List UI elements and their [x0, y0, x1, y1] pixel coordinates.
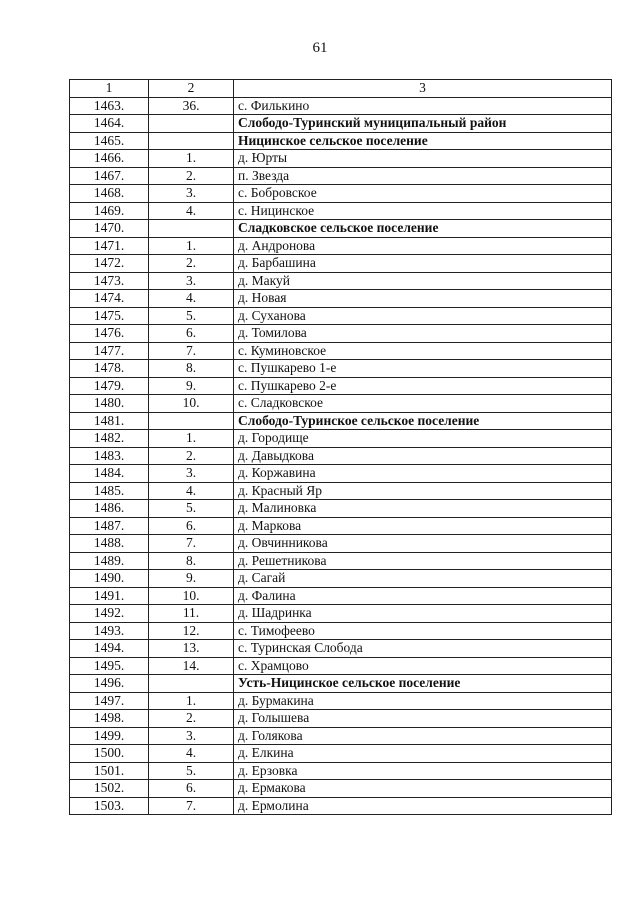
row-number-cell: 1480. [70, 395, 149, 413]
table-row [70, 745, 612, 763]
table-row [70, 237, 612, 255]
sub-number-cell: 2. [149, 167, 234, 185]
row-number-cell: 1484. [70, 465, 149, 483]
table-row [70, 692, 612, 710]
row-number-cell: 1465. [70, 132, 149, 150]
sub-number-cell: 13. [149, 640, 234, 658]
settlement-name-cell: д. Ермакова [234, 780, 612, 798]
table-row [70, 605, 612, 623]
row-number-cell: 1482. [70, 430, 149, 448]
row-number-cell: 1472. [70, 255, 149, 273]
row-number-cell: 1499. [70, 727, 149, 745]
settlement-name-cell: с. Храмцово [234, 657, 612, 675]
settlement-name-cell: д. Городище [234, 430, 612, 448]
table-row [70, 622, 612, 640]
settlement-name-cell: д. Макуй [234, 272, 612, 290]
settlement-name-cell: Слободо-Туринское сельское поселение [234, 412, 612, 430]
row-number-cell: 1489. [70, 552, 149, 570]
row-number-cell: 1498. [70, 710, 149, 728]
row-number-cell: 1494. [70, 640, 149, 658]
settlement-name-cell: с. Филькино [234, 97, 612, 115]
table-row [70, 535, 612, 553]
column-header-2: 2 [149, 80, 234, 98]
table-row [70, 202, 612, 220]
settlement-name-cell: Ницинское сельское поселение [234, 132, 612, 150]
settlement-name-cell: д. Коржавина [234, 465, 612, 483]
settlement-name-cell: п. Звезда [234, 167, 612, 185]
sub-number-cell: 6. [149, 325, 234, 343]
table-row [70, 675, 612, 693]
sub-number-cell: 8. [149, 552, 234, 570]
sub-number-cell: 6. [149, 517, 234, 535]
sub-number-cell [149, 412, 234, 430]
row-number-cell: 1501. [70, 762, 149, 780]
table-row [70, 307, 612, 325]
row-number-cell: 1466. [70, 150, 149, 168]
table-row [70, 377, 612, 395]
row-number-cell: 1485. [70, 482, 149, 500]
settlement-name-cell: д. Бурмакина [234, 692, 612, 710]
sub-number-cell: 9. [149, 570, 234, 588]
sub-number-cell [149, 132, 234, 150]
sub-number-cell: 2. [149, 710, 234, 728]
row-number-cell: 1500. [70, 745, 149, 763]
table-row [70, 342, 612, 360]
settlement-name-cell: д. Сагай [234, 570, 612, 588]
row-number-cell: 1473. [70, 272, 149, 290]
table-header-row [70, 80, 612, 98]
settlement-name-cell: д. Голякова [234, 727, 612, 745]
settlement-name-cell: с. Туринская Слобода [234, 640, 612, 658]
sub-number-cell: 1. [149, 430, 234, 448]
settlement-name-cell: д. Давыдкова [234, 447, 612, 465]
row-number-cell: 1492. [70, 605, 149, 623]
settlement-name-cell: д. Шадринка [234, 605, 612, 623]
sub-number-cell: 3. [149, 727, 234, 745]
sub-number-cell: 5. [149, 762, 234, 780]
settlement-name-cell: д. Решетникова [234, 552, 612, 570]
sub-number-cell: 5. [149, 307, 234, 325]
column-header-3: 3 [234, 80, 612, 98]
table-row [70, 412, 612, 430]
sub-number-cell: 1. [149, 150, 234, 168]
table-row [70, 762, 612, 780]
table-row [70, 727, 612, 745]
settlement-name-cell: д. Юрты [234, 150, 612, 168]
sub-number-cell: 3. [149, 272, 234, 290]
row-number-cell: 1493. [70, 622, 149, 640]
column-header-1: 1 [70, 80, 149, 98]
settlement-name-cell: с. Бобровское [234, 185, 612, 203]
table-row [70, 657, 612, 675]
sub-number-cell: 3. [149, 465, 234, 483]
settlement-name-cell: д. Маркова [234, 517, 612, 535]
sub-number-cell: 5. [149, 500, 234, 518]
sub-number-cell [149, 115, 234, 133]
table-row [70, 430, 612, 448]
row-number-cell: 1468. [70, 185, 149, 203]
table-row [70, 447, 612, 465]
table-row [70, 255, 612, 273]
table-row [70, 185, 612, 203]
row-number-cell: 1488. [70, 535, 149, 553]
settlement-name-cell: с. Ницинское [234, 202, 612, 220]
table-row [70, 115, 612, 133]
sub-number-cell: 11. [149, 605, 234, 623]
table-row [70, 360, 612, 378]
table-row [70, 500, 612, 518]
table-row [70, 290, 612, 308]
settlement-name-cell: д. Ермолина [234, 797, 612, 815]
settlement-name-cell: д. Овчинникова [234, 535, 612, 553]
sub-number-cell: 2. [149, 447, 234, 465]
sub-number-cell: 1. [149, 237, 234, 255]
row-number-cell: 1502. [70, 780, 149, 798]
settlement-name-cell: д. Новая [234, 290, 612, 308]
sub-number-cell: 12. [149, 622, 234, 640]
table-row [70, 570, 612, 588]
sub-number-cell: 3. [149, 185, 234, 203]
settlement-name-cell: с. Пушкарево 1-е [234, 360, 612, 378]
row-number-cell: 1481. [70, 412, 149, 430]
settlement-name-cell: д. Томилова [234, 325, 612, 343]
table-row [70, 325, 612, 343]
table-row [70, 552, 612, 570]
sub-number-cell: 9. [149, 377, 234, 395]
row-number-cell: 1495. [70, 657, 149, 675]
table-row [70, 97, 612, 115]
sub-number-cell [149, 220, 234, 238]
sub-number-cell: 7. [149, 342, 234, 360]
row-number-cell: 1479. [70, 377, 149, 395]
sub-number-cell: 7. [149, 797, 234, 815]
table-body [70, 80, 612, 815]
sub-number-cell: 36. [149, 97, 234, 115]
row-number-cell: 1474. [70, 290, 149, 308]
table-row [70, 395, 612, 413]
settlement-name-cell: Слободо-Туринский муниципальный район [234, 115, 612, 133]
settlement-name-cell: д. Суханова [234, 307, 612, 325]
sub-number-cell: 14. [149, 657, 234, 675]
table-row [70, 220, 612, 238]
sub-number-cell: 1. [149, 692, 234, 710]
row-number-cell: 1487. [70, 517, 149, 535]
settlement-name-cell: д. Ерзовка [234, 762, 612, 780]
settlement-name-cell: Усть-Ницинское сельское поселение [234, 675, 612, 693]
settlement-name-cell: д. Голышева [234, 710, 612, 728]
settlement-name-cell: д. Андронова [234, 237, 612, 255]
row-number-cell: 1503. [70, 797, 149, 815]
sub-number-cell: 4. [149, 290, 234, 308]
table-row [70, 167, 612, 185]
sub-number-cell: 10. [149, 587, 234, 605]
sub-number-cell: 6. [149, 780, 234, 798]
sub-number-cell: 4. [149, 202, 234, 220]
table-row [70, 150, 612, 168]
row-number-cell: 1497. [70, 692, 149, 710]
settlement-name-cell: с. Сладковское [234, 395, 612, 413]
row-number-cell: 1475. [70, 307, 149, 325]
row-number-cell: 1491. [70, 587, 149, 605]
row-number-cell: 1463. [70, 97, 149, 115]
settlement-name-cell: д. Барбашина [234, 255, 612, 273]
row-number-cell: 1486. [70, 500, 149, 518]
table-row [70, 710, 612, 728]
row-number-cell: 1483. [70, 447, 149, 465]
settlements-table [69, 79, 612, 815]
row-number-cell: 1476. [70, 325, 149, 343]
settlement-name-cell: Сладковское сельское поселение [234, 220, 612, 238]
row-number-cell: 1469. [70, 202, 149, 220]
settlement-name-cell: д. Красный Яр [234, 482, 612, 500]
sub-number-cell: 10. [149, 395, 234, 413]
table-row [70, 797, 612, 815]
table-row [70, 465, 612, 483]
table-row [70, 132, 612, 150]
table-row [70, 482, 612, 500]
sub-number-cell: 7. [149, 535, 234, 553]
row-number-cell: 1464. [70, 115, 149, 133]
page-number: 61 [312, 40, 328, 56]
table-row [70, 780, 612, 798]
table-row [70, 272, 612, 290]
sub-number-cell: 8. [149, 360, 234, 378]
settlement-name-cell: с. Пушкарево 2-е [234, 377, 612, 395]
settlement-name-cell: д. Малиновка [234, 500, 612, 518]
settlement-name-cell: д. Елкина [234, 745, 612, 763]
settlement-name-cell: д. Фалина [234, 587, 612, 605]
table-row [70, 640, 612, 658]
sub-number-cell [149, 675, 234, 693]
row-number-cell: 1490. [70, 570, 149, 588]
row-number-cell: 1470. [70, 220, 149, 238]
row-number-cell: 1478. [70, 360, 149, 378]
table-row [70, 587, 612, 605]
settlement-name-cell: с. Куминовское [234, 342, 612, 360]
sub-number-cell: 4. [149, 745, 234, 763]
row-number-cell: 1496. [70, 675, 149, 693]
sub-number-cell: 4. [149, 482, 234, 500]
table-row [70, 517, 612, 535]
settlement-name-cell: с. Тимофеево [234, 622, 612, 640]
sub-number-cell: 2. [149, 255, 234, 273]
row-number-cell: 1467. [70, 167, 149, 185]
row-number-cell: 1471. [70, 237, 149, 255]
row-number-cell: 1477. [70, 342, 149, 360]
